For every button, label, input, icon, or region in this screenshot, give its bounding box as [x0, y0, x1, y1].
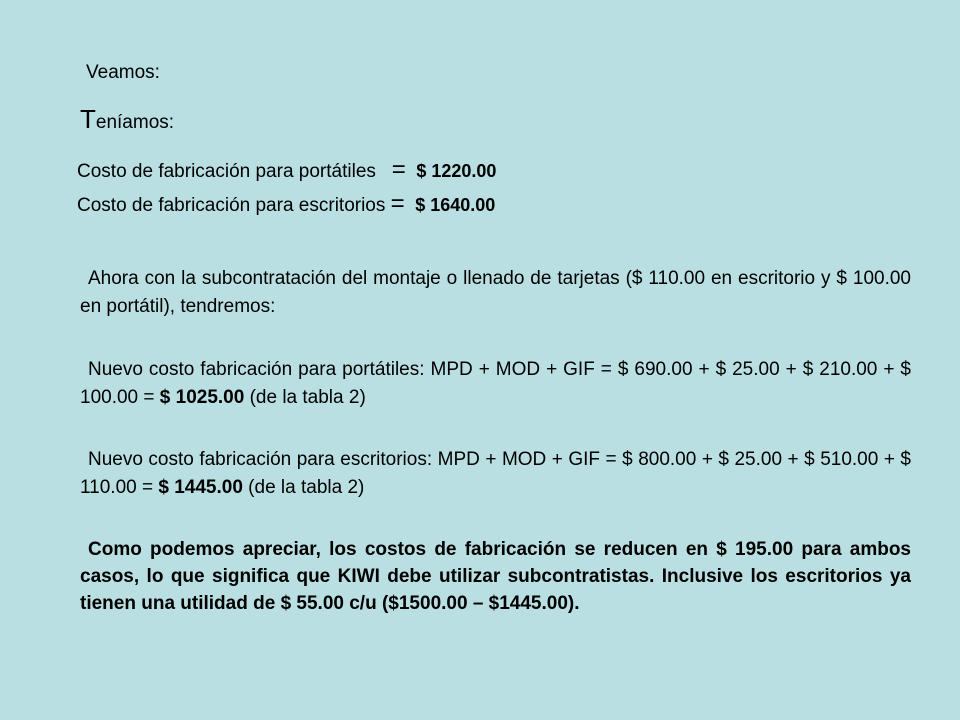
- paragraph-subcontract: [80, 265, 911, 321]
- teniamos-initial: T: [80, 104, 96, 134]
- new-cost-escritorios-total: $ 1445.00: [158, 477, 243, 498]
- cost-line-portatiles: [77, 156, 496, 184]
- paragraph-new-cost-escritorios: [80, 446, 911, 502]
- paragraph-subcontract-text: Ahora con la subcontratación del montaje o llenado de tarjetas ($ 110.00 en escritorio y $ 100.00 en portátil), tendremos:: [80, 268, 911, 317]
- cost-label-portatiles: Costo de fabricación para portátiles: [77, 161, 376, 182]
- cost-label-escritorios: Costo de fabricación para escritorios: [77, 195, 386, 216]
- cost-value-portatiles: $ 1220.00: [416, 161, 497, 181]
- cost-equals-escritorios: =: [390, 190, 405, 217]
- new-cost-escritorios-text: Nuevo costo fabricación para escritorios: MPD + MOD + GIF = $ 800.00 + $ 25.00 + $ 510.00 + $ 110.00 =: [80, 449, 911, 498]
- new-cost-escritorios-suffix: (de la tabla 2): [242, 477, 365, 498]
- cost-line-escritorios: [77, 190, 495, 218]
- new-cost-portatiles-total: $ 1025.00: [159, 387, 245, 408]
- intro-veamos: Veamos:: [86, 62, 160, 83]
- cost-value-escritorios: $ 1640.00: [415, 195, 496, 215]
- intro-teniamos: [80, 104, 174, 135]
- paragraph-conclusion: [80, 536, 911, 617]
- paragraph-new-cost-portatiles: [80, 356, 911, 412]
- teniamos-rest: eníamos:: [95, 112, 175, 133]
- conclusion-text: Como podemos apreciar, los costos de fabricación se reducen en $ 195.00 para ambos casos, lo que significa que KIWI debe utilizar subcontratistas. Inclusive los escritorios ya tienen una utilidad de $ 55.00 c/u ($1500.00 – $1445.00).: [80, 539, 911, 614]
- new-cost-portatiles-text: Nuevo costo fabricación para portátiles: MPD + MOD + GIF = $ 690.00 + $ 25.00 + $ 210.00 + $ 100.00 =: [80, 359, 911, 408]
- cost-equals-portatiles: =: [391, 156, 406, 183]
- new-cost-portatiles-suffix: (de la tabla 2): [244, 387, 366, 408]
